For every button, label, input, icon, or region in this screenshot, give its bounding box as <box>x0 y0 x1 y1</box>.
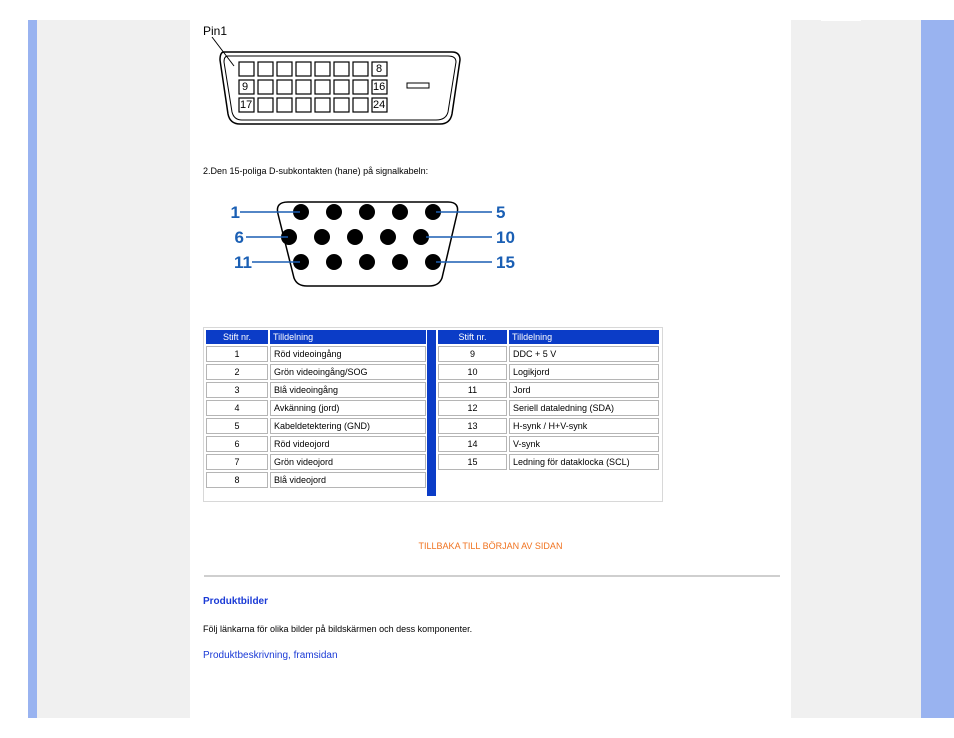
dvi-pin <box>315 62 330 76</box>
table-row <box>206 346 426 362</box>
section-title: Produktbilder <box>203 596 269 607</box>
pin-assignment: DDC + 5 V <box>509 346 659 362</box>
dvi-pin <box>353 80 368 94</box>
pin-assignment: Röd videojord <box>270 436 426 452</box>
dvi-pin <box>277 98 292 112</box>
table-row <box>206 400 426 416</box>
pin-assignment: Seriell dataledning (SDA) <box>509 400 659 416</box>
pin-number: 2 <box>206 364 268 380</box>
vga-label-5: 5 <box>496 203 506 222</box>
dvi-pin <box>258 98 273 112</box>
dvi-pin <box>315 98 330 112</box>
pin-number: 3 <box>206 382 268 398</box>
table-row <box>206 454 426 470</box>
pin-table-right <box>436 328 661 472</box>
pin-assignment: V-synk <box>509 436 659 452</box>
pin-number: 11 <box>438 382 507 398</box>
table-row <box>206 472 426 488</box>
pin-number: 14 <box>438 436 507 452</box>
dvi-pin <box>258 62 273 76</box>
vga-pin <box>392 254 408 270</box>
table-row <box>438 454 659 470</box>
main-content <box>190 20 791 718</box>
dvi-label-16: 16 <box>373 81 386 93</box>
pin-header: Stift nr. <box>206 330 268 344</box>
dvi-label-17: 17 <box>240 99 253 111</box>
pin-table-left <box>204 328 428 490</box>
left-accent-bar <box>28 20 37 718</box>
vga-pin <box>380 229 396 245</box>
vga-pin <box>314 229 330 245</box>
pin-assignment: Grön videojord <box>270 454 426 470</box>
table-row <box>206 382 426 398</box>
dvi-pin <box>315 80 330 94</box>
table-row <box>206 436 426 452</box>
vga-pin <box>392 204 408 220</box>
back-to-top-link[interactable]: TILLBAKA TILL BÖRJAN AV SIDAN <box>418 541 563 551</box>
right-accent-bar <box>921 20 954 718</box>
vga-label-15: 15 <box>496 253 515 272</box>
right-margin <box>791 20 921 718</box>
dvi-pin <box>239 62 254 76</box>
left-margin <box>37 20 190 718</box>
table-row <box>438 346 659 362</box>
section-divider <box>204 575 780 577</box>
pin-number: 6 <box>206 436 268 452</box>
pin-assignment: Avkänning (jord) <box>270 400 426 416</box>
pin-assignment: Jord <box>509 382 659 398</box>
dvi-pin <box>353 62 368 76</box>
vga-pin <box>359 254 375 270</box>
vga-pin <box>359 204 375 220</box>
pin-number: 15 <box>438 454 507 470</box>
dvi-pin <box>334 98 349 112</box>
table-row <box>206 418 426 434</box>
pin-header: Stift nr. <box>438 330 507 344</box>
dvi-pin <box>258 80 273 94</box>
assignment-header: Tilldelning <box>509 330 659 344</box>
vga-pin <box>347 229 363 245</box>
dvi-pin <box>334 80 349 94</box>
dvi-connector-diagram <box>190 20 470 130</box>
table-row <box>206 364 426 380</box>
section-description: Följ länkarna för olika bilder på bildskärmen och dess komponenter. <box>203 624 473 634</box>
pin-assignment: Logikjord <box>509 364 659 380</box>
vga-label-1: 1 <box>230 203 240 222</box>
table-row <box>438 364 659 380</box>
vga-caption: 2.Den 15-poliga D-subkontakten (hane) på signalkabeln: <box>203 166 429 176</box>
dvi-label-8: 8 <box>376 63 383 75</box>
dvi-pin <box>296 98 311 112</box>
dvi-label-24: 24 <box>373 99 386 111</box>
pin-number: 13 <box>438 418 507 434</box>
vga-pin <box>326 204 342 220</box>
pin-number: 1 <box>206 346 268 362</box>
pin-number: 4 <box>206 400 268 416</box>
table-row <box>438 418 659 434</box>
table-separator <box>427 330 436 496</box>
dvi-pin <box>296 62 311 76</box>
pin-number: 9 <box>438 346 507 362</box>
vga-label-11: 11 <box>234 253 252 272</box>
pin-assignment: Blå videojord <box>270 472 426 488</box>
dvi-pin <box>277 62 292 76</box>
vga-connector-diagram <box>220 192 540 292</box>
dvi-pin <box>296 80 311 94</box>
vga-pin <box>326 254 342 270</box>
pin-assignment: Blå videoingång <box>270 382 426 398</box>
table-row <box>438 400 659 416</box>
pin-assignment: H-synk / H+V-synk <box>509 418 659 434</box>
vga-label-10: 10 <box>496 228 515 247</box>
pin-number: 8 <box>206 472 268 488</box>
pin-assignment: Kabeldetektering (GND) <box>270 418 426 434</box>
pin-assignment: Ledning för dataklocka (SCL) <box>509 454 659 470</box>
pin-number: 7 <box>206 454 268 470</box>
table-row <box>438 382 659 398</box>
product-description-link[interactable]: Produktbeskrivning, framsidan <box>203 650 338 661</box>
pin-number: 12 <box>438 400 507 416</box>
pin-number: 5 <box>206 418 268 434</box>
dvi-pin <box>334 62 349 76</box>
pin-number: 10 <box>438 364 507 380</box>
dvi-pin <box>353 98 368 112</box>
assignment-header: Tilldelning <box>270 330 426 344</box>
dvi-label-9: 9 <box>242 81 249 93</box>
pin-assignment: Grön videoingång/SOG <box>270 364 426 380</box>
vga-label-6: 6 <box>234 228 244 247</box>
table-row <box>438 436 659 452</box>
pin-assignment: Röd videoingång <box>270 346 426 362</box>
dvi-pin1-label: Pin1 <box>203 24 228 38</box>
dvi-pin <box>277 80 292 94</box>
